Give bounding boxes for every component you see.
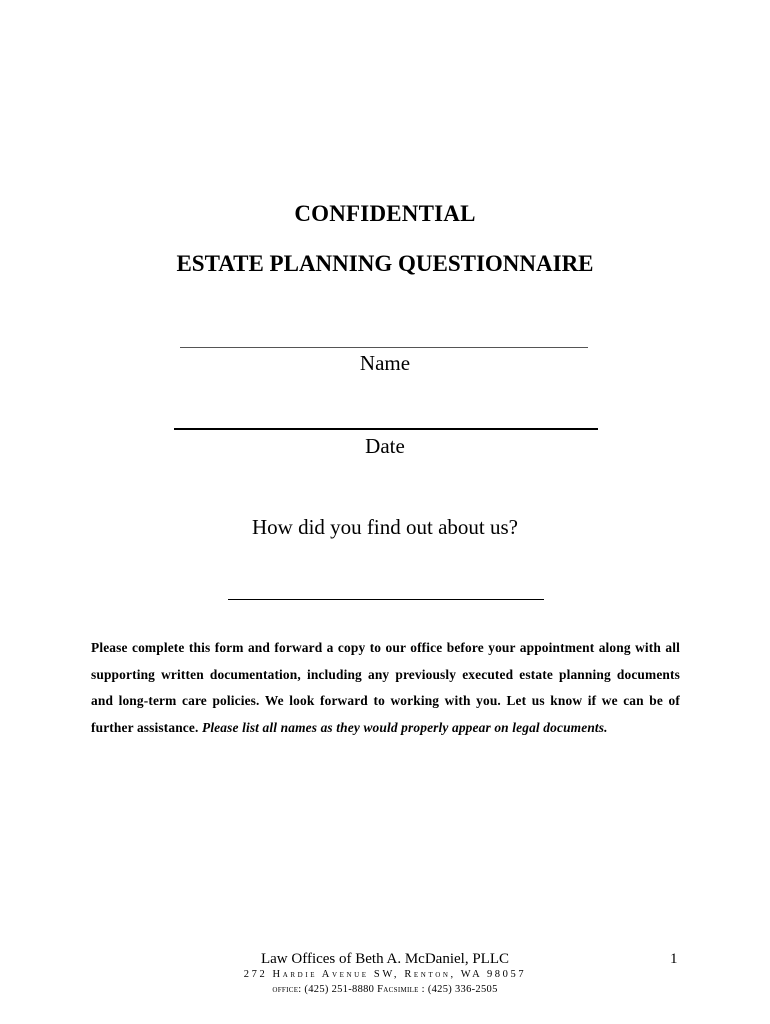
- name-label: Name: [359, 351, 411, 375]
- date-label: Date: [365, 434, 405, 458]
- footer-phone: office: (425) 251-8880 Facsimile : (425) 336-2505: [272, 984, 498, 995]
- instructions-emphasis: Please list all names as they would properly appear on legal documents.: [201, 719, 608, 735]
- document-title: CONFIDENTIAL: [294, 201, 476, 226]
- document-subtitle: ESTATE PLANNING QUESTIONNAIRE: [176, 251, 594, 276]
- instructions-paragraph: [91, 635, 680, 741]
- page-number: 1: [670, 951, 678, 967]
- footer-address: 272 Hardie Avenue SW, Renton, WA 98057: [243, 969, 527, 980]
- footer-firm-name: Law Offices of Beth A. McDaniel, PLLC: [260, 951, 509, 967]
- name-blank-line[interactable]: [180, 347, 588, 348]
- instructions-text: Please complete this form and forward a copy to our office before your appointment along with all supporting written documentation, including any previously executed estate planning documents and long-term care policies. We look forward to working with you. Let us know if we can be of further assistance.: [91, 640, 680, 735]
- referral-blank-line[interactable]: [228, 599, 544, 600]
- referral-question: How did you find out about us?: [252, 515, 518, 539]
- date-blank-line[interactable]: [174, 428, 598, 430]
